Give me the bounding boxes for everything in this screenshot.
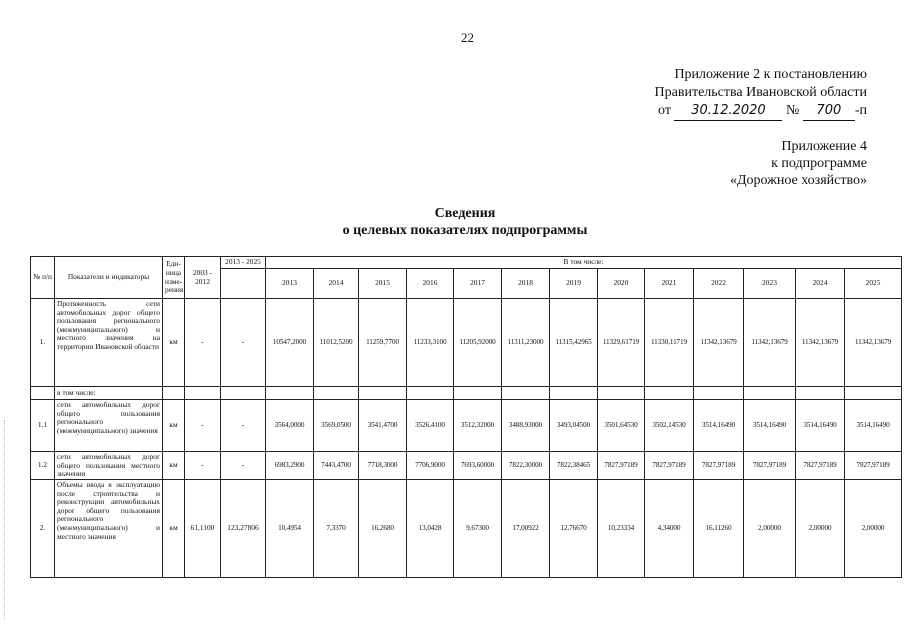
- row-value: 7706,9000: [407, 452, 454, 480]
- row-value: 16,11260: [694, 480, 744, 578]
- row-value: 10,23334: [598, 480, 645, 578]
- row-value: 13,0428: [407, 480, 454, 578]
- row-value: 7693,60000: [454, 452, 502, 480]
- header-indicator: Показатели и индикаторы: [55, 257, 163, 299]
- table-row-subheader: [31, 387, 902, 400]
- header-year: 2017: [454, 269, 502, 299]
- sub-appendix-line-3: «Дорожное хозяйство»: [729, 173, 867, 188]
- row-value: 7827,97189: [845, 452, 902, 480]
- row-value: 7822,38465: [550, 452, 598, 480]
- row-value: 7827,97189: [744, 452, 796, 480]
- subheader-empty: [796, 387, 845, 400]
- row-value: 3501,64530: [598, 400, 645, 452]
- handwritten-number: 700: [803, 102, 855, 121]
- row-value: 3514,16490: [694, 400, 744, 452]
- header-year: 2022: [694, 269, 744, 299]
- sub-appendix-block: [730, 138, 867, 189]
- row-value: 7822,30000: [502, 452, 550, 480]
- row-value: 11205,92000: [454, 299, 502, 387]
- row-name: Объемы ввода в эксплуатацию после строительства и реконструкции автомобильных дорог общего пользования регионального (межмуниципального) и местного значения: [55, 480, 163, 578]
- header-period-2013-2025: 2013 - 2025: [221, 257, 266, 269]
- row-value: 2,00000: [744, 480, 796, 578]
- row-period-2013-2025: -: [221, 299, 266, 387]
- subheader-empty: [645, 387, 694, 400]
- appendix-line-1: Приложение 2 к постановлению: [674, 67, 867, 82]
- row-value: 11233,3100: [407, 299, 454, 387]
- row-unit: км: [163, 452, 185, 480]
- row-value: 11342,13679: [744, 299, 796, 387]
- row-value: 10,4954: [266, 480, 314, 578]
- row-name: сети автомобильных дорог общего пользования регионального (межмуниципального) значения: [55, 400, 163, 452]
- table-row: [31, 299, 902, 387]
- row-value: 6983,2900: [266, 452, 314, 480]
- header-period-2003-2012: 2003 - 2012: [185, 257, 221, 299]
- row-value: 3569,0500: [314, 400, 359, 452]
- row-value: 11330,11719: [645, 299, 694, 387]
- indicators-table: [30, 256, 902, 578]
- from-label: от: [658, 103, 671, 118]
- subheader-empty: [502, 387, 550, 400]
- row-period-2003-2012: -: [185, 299, 221, 387]
- row-value: 11012,5200: [314, 299, 359, 387]
- row-value: 7827,97189: [645, 452, 694, 480]
- row-num: 1.: [31, 299, 55, 387]
- header-year: 2021: [645, 269, 694, 299]
- subheader-empty: [845, 387, 902, 400]
- row-value: 11329,61719: [598, 299, 645, 387]
- row-period-2013-2025: 123,27806: [221, 480, 266, 578]
- subheader-empty: [694, 387, 744, 400]
- table-row: [31, 452, 902, 480]
- header-unit: Еди-ница изме-рения: [163, 257, 185, 299]
- row-value: 3514,16490: [744, 400, 796, 452]
- header-year: 2015: [359, 269, 407, 299]
- row-value: 3512,32000: [454, 400, 502, 452]
- row-value: 9,67300: [454, 480, 502, 578]
- subheader-empty: [744, 387, 796, 400]
- number-suffix: -п: [854, 103, 867, 118]
- row-value: 3488,93000: [502, 400, 550, 452]
- header-year: 2018: [502, 269, 550, 299]
- row-value: 2,00000: [796, 480, 845, 578]
- subheader-empty: [185, 387, 221, 400]
- document-subtitle: о целевых показателях подпрограммы: [342, 223, 588, 238]
- row-value: 3493,04500: [550, 400, 598, 452]
- header-year: 2025: [845, 269, 902, 299]
- row-value: 11315,42965: [550, 299, 598, 387]
- row-period-2003-2012: 61,1100: [185, 480, 221, 578]
- sub-appendix-line-2: к подпрограмме: [771, 156, 867, 171]
- appendix-line-2: Правительства Ивановской области: [654, 85, 867, 100]
- number-sign: №: [785, 103, 800, 118]
- row-num: 1.2: [31, 452, 55, 480]
- row-period-2003-2012: -: [185, 452, 221, 480]
- appendix-date-line: [655, 102, 867, 121]
- subheader-empty: [221, 387, 266, 400]
- subheader-empty: [598, 387, 645, 400]
- row-value: 3514,16490: [845, 400, 902, 452]
- row-value: 11342,13679: [694, 299, 744, 387]
- header-year: 2024: [796, 269, 845, 299]
- page-number: 22: [461, 30, 474, 45]
- table-row: [31, 400, 902, 452]
- header-year: 2013: [266, 269, 314, 299]
- subheader-empty: [163, 387, 185, 400]
- row-name: Протяженность сети автомобильных дорог общего пользования регионального (межмуниципального) и местного значения на территории Ивановской области: [55, 299, 163, 387]
- header-year: 2019: [550, 269, 598, 299]
- document-title: Сведения: [434, 206, 496, 221]
- row-value: 3514,16490: [796, 400, 845, 452]
- row-value: 12,76670: [550, 480, 598, 578]
- row-unit: км: [163, 480, 185, 578]
- row-value: 11311,23000: [502, 299, 550, 387]
- header-period-empty: [221, 269, 266, 299]
- row-period-2003-2012: -: [185, 400, 221, 452]
- row-value: 7827,97189: [598, 452, 645, 480]
- subheader-empty: [407, 387, 454, 400]
- row-value: 7827,97189: [796, 452, 845, 480]
- row-value: 7827,97189: [694, 452, 744, 480]
- row-value: 10547,2000: [266, 299, 314, 387]
- row-value: 3502,14530: [645, 400, 694, 452]
- subheader-empty: [454, 387, 502, 400]
- row-unit: км: [163, 400, 185, 452]
- row-value: 17,00922: [502, 480, 550, 578]
- row-period-2013-2025: -: [221, 452, 266, 480]
- row-value: 7,3370: [314, 480, 359, 578]
- row-value: 16,2680: [359, 480, 407, 578]
- appendix-block: [655, 66, 867, 121]
- row-value: 11342,13679: [845, 299, 902, 387]
- header-year: 2016: [407, 269, 454, 299]
- header-row-top: [31, 257, 902, 269]
- header-year: 2023: [744, 269, 796, 299]
- row-value: 7443,4700: [314, 452, 359, 480]
- subheader-empty: [266, 387, 314, 400]
- subheader-empty: [314, 387, 359, 400]
- row-name: сети автомобильных дорог общего пользования местного значения: [55, 452, 163, 480]
- subheader-empty: [31, 387, 55, 400]
- row-period-2013-2025: -: [221, 400, 266, 452]
- row-value: 3541,4700: [359, 400, 407, 452]
- row-value: 11342,13679: [796, 299, 845, 387]
- row-value: 2,00000: [845, 480, 902, 578]
- table-row: [31, 480, 902, 578]
- header-year: 2020: [598, 269, 645, 299]
- subheader-label: в том числе:: [55, 387, 163, 400]
- row-value: 11259,7700: [359, 299, 407, 387]
- row-value: 7718,3000: [359, 452, 407, 480]
- header-num: № п/п: [31, 257, 55, 299]
- header-including: В том числе:: [266, 257, 902, 269]
- row-num: 2.: [31, 480, 55, 578]
- row-value: 3526,4100: [407, 400, 454, 452]
- row-num: 1.1: [31, 400, 55, 452]
- row-unit: км: [163, 299, 185, 387]
- sub-appendix-line-1: Приложение 4: [781, 139, 867, 154]
- handwritten-date: 30.12.2020: [674, 102, 782, 121]
- row-value: 3564,0000: [266, 400, 314, 452]
- row-value: 4,34000: [645, 480, 694, 578]
- scan-margin-marks: [4, 420, 7, 620]
- header-year: 2014: [314, 269, 359, 299]
- subheader-empty: [359, 387, 407, 400]
- subheader-empty: [550, 387, 598, 400]
